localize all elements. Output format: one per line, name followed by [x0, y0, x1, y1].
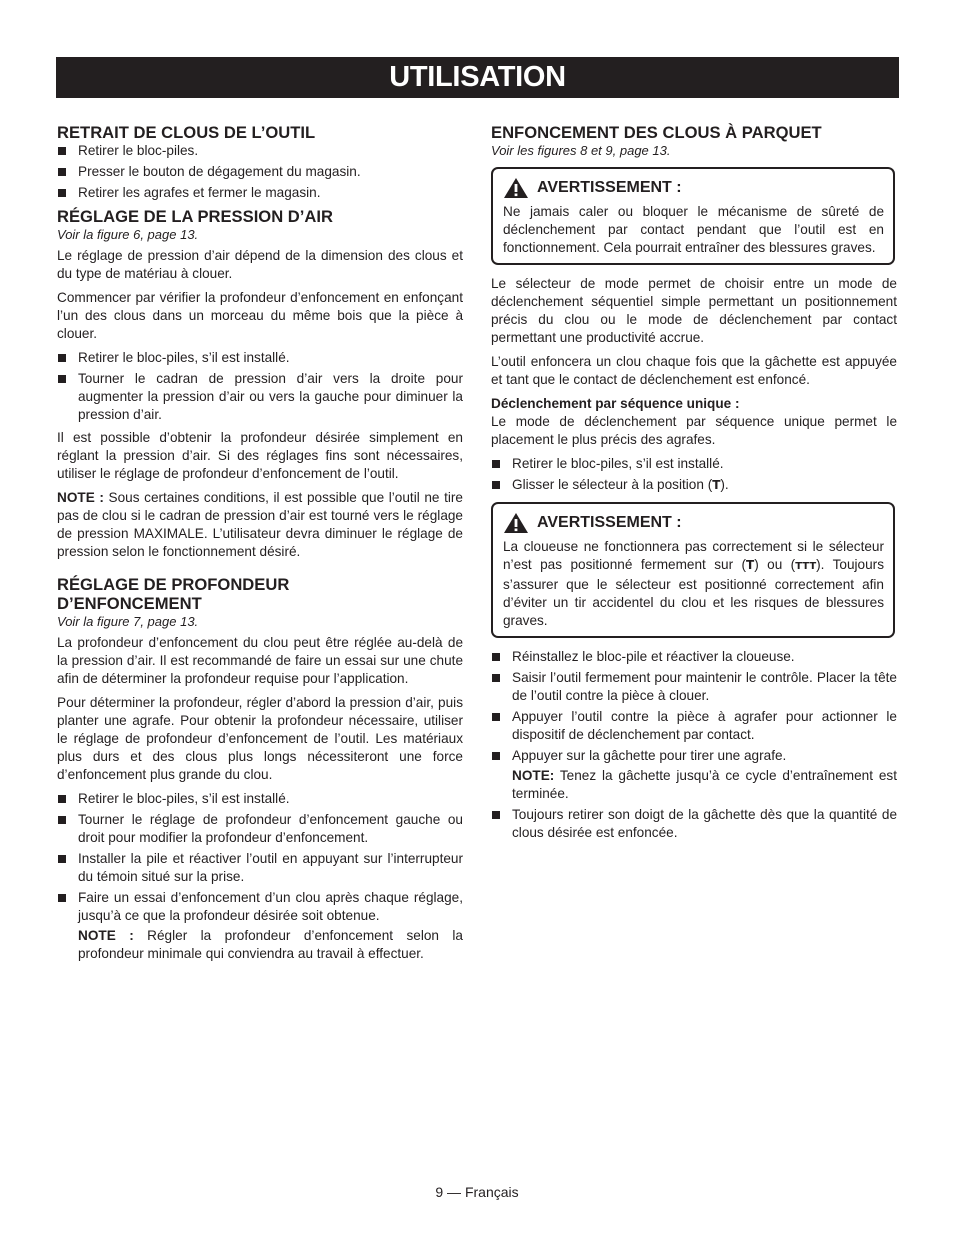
- paragraph: Il est possible d’obtenir la profondeur désirée simplement en réglant la pression d’air. Si des réglages fins sont nécessaires, utiliser le réglage de profondeur d’enfoncement de l’outil.: [57, 430, 463, 481]
- list-item: Installer la pile et réactiver l’outil en appuyant sur l’interrupteur du témoin situé sur la prise.: [57, 850, 463, 886]
- list-item: Retirer le bloc-piles, s’il est installé.: [57, 349, 463, 367]
- bullet-icon: [492, 481, 500, 489]
- bullet-icon: [492, 653, 500, 661]
- list-item: Glisser le sélecteur à la position (T).: [491, 476, 897, 494]
- warning-title: AVERTISSEMENT :: [503, 512, 884, 534]
- heading-air-pressure: RÉGLAGE DE LA PRESSION D’AIR: [57, 207, 333, 226]
- single-shot-mode-icon: T: [712, 478, 721, 492]
- figure-reference: Voir la figure 7, page 13.: [57, 614, 199, 629]
- warning-box: [491, 502, 895, 638]
- list-item: Presser le bouton de dégagement du magasin.: [57, 163, 463, 181]
- figure-reference: Voir la figure 6, page 13.: [57, 227, 199, 242]
- contact-mode-icon: TTT: [795, 561, 817, 572]
- figure-reference: Voir les figures 8 et 9, page 13.: [491, 143, 671, 158]
- paragraph: Le réglage de pression d’air dépend de la dimension des clous et du type de matériau à clouer.: [57, 248, 463, 281]
- subheading: Déclenchement par séquence unique :: [491, 396, 740, 411]
- warning-triangle-icon: [503, 512, 529, 534]
- warning-box: [491, 167, 895, 265]
- paragraph: La profondeur d’enfoncement du clou peut être réglée au-delà de la pression d’air. Il est recommandé de faire un essai sur une chute afin de déterminer la profondeur requise pour l’application.: [57, 635, 463, 686]
- list-item: Réinstallez le bloc-pile et réactiver la cloueuse.: [491, 648, 897, 666]
- note-label: NOTE :: [78, 928, 134, 943]
- warning-text: La cloueuse ne fonctionnera pas correctement si le sélecteur n’est pas positionné fermement sur (T) ou (TTT). Toujours s’assurer que le sélecteur est positionné correctement afin d’éviter un tir accidentel du clou et les risques de blessures graves.: [503, 539, 885, 628]
- bullet-icon: [58, 816, 66, 824]
- warning-title: AVERTISSEMENT :: [503, 177, 884, 199]
- paragraph: Commencer par vérifier la profondeur d’enfoncement en enfonçant l’un des clous dans un morceau du même bois que la pièce à clouer.: [57, 290, 463, 341]
- single-shot-mode-icon: T: [746, 558, 755, 572]
- bullet-icon: [58, 795, 66, 803]
- note-label: NOTE :: [57, 490, 104, 505]
- list-item: Faire un essai d’enfoncement d’un clou après chaque réglage, jusqu’à ce que la profondeur désirée soit obtenue. NOTE : Régler la profondeur d’enfoncement selon la profondeur minimale qui conviendra au travail à effectuer.: [57, 889, 463, 963]
- bullet-icon: [492, 752, 500, 760]
- list-item: Retirer les agrafes et fermer le magasin.: [57, 184, 463, 202]
- section-banner: [56, 57, 899, 98]
- note-paragraph: NOTE : Régler la profondeur d’enfoncement selon la profondeur minimale qui conviendra au travail à effectuer.: [78, 928, 463, 961]
- bullet-icon: [58, 375, 66, 383]
- list-item: Retirer le bloc-piles, s’il est installé.: [491, 455, 897, 473]
- list-item: Toujours retirer son doigt de la gâchette dès que la quantité de clous désirée est enfoncée.: [491, 806, 897, 842]
- bullet-icon: [492, 460, 500, 468]
- list-item: Retirer le bloc-piles.: [57, 142, 463, 160]
- bullet-icon: [58, 147, 66, 155]
- remove-nails-list: [57, 142, 463, 202]
- bullet-icon: [58, 894, 66, 902]
- paragraph: Le mode de déclenchement par séquence unique permet le placement le plus précis des agrafes.: [491, 414, 897, 447]
- list-item: Appuyer sur la gâchette pour tirer une agrafe. NOTE: Tenez la gâchette jusqu’à ce cycle d’entraînement est terminée.: [491, 747, 897, 803]
- note-label: NOTE:: [512, 768, 555, 783]
- bullet-icon: [58, 354, 66, 362]
- note-paragraph: NOTE : Sous certaines conditions, il est possible que l’outil ne tire pas de clou si le cadran de pression d’air est tourné vers le réglage de pression MAXIMALE. L’utilisateur devra diminuer le réglage de pression selon le fonctionnement désiré.: [57, 490, 463, 559]
- sequential-mode-list: [491, 455, 897, 494]
- heading-remove-nails: RETRAIT DE CLOUS DE L’OUTIL: [57, 123, 316, 142]
- warning-triangle-icon: [503, 177, 529, 199]
- bullet-icon: [492, 674, 500, 682]
- paragraph: L’outil enfoncera un clou chaque fois que la gâchette est appuyée et tant que le contact de déclenchement est enfoncé.: [491, 354, 897, 387]
- operation-list: [491, 648, 897, 842]
- page-footer: 9 — Français: [435, 1184, 519, 1200]
- page-title: UTILISATION: [389, 61, 566, 93]
- list-item: Tourner le cadran de pression d’air vers la droite pour augmenter la pression d’air ou vers la gauche pour diminuer la pression d’air.: [57, 370, 463, 424]
- list-item: Tourner le réglage de profondeur d’enfoncement gauche ou droit pour modifier la profondeur d’enfoncement.: [57, 811, 463, 847]
- bullet-icon: [58, 189, 66, 197]
- heading-flooring-nails: ENFONCEMENT DES CLOUS À PARQUET: [491, 123, 822, 142]
- paragraph: Le sélecteur de mode permet de choisir entre un mode de déclenchement séquentiel simple permettant un positionnement précis du clou ou le mode de déclenchement par contact permettant une productivité accrue.: [491, 276, 897, 345]
- right-column: [491, 120, 897, 847]
- depth-list: [57, 790, 463, 963]
- list-item: Appuyer l’outil contre la pièce à agrafer pour actionner le dispositif de déclenchement par contact.: [491, 708, 897, 744]
- list-item: Retirer le bloc-piles, s’il est installé.: [57, 790, 463, 808]
- bullet-icon: [492, 713, 500, 721]
- bullet-icon: [492, 811, 500, 819]
- bullet-icon: [58, 855, 66, 863]
- note-paragraph: NOTE: Tenez la gâchette jusqu’à ce cycle d’entraînement est terminée.: [512, 768, 897, 801]
- heading-depth-line2: D’ENFONCEMENT: [57, 594, 202, 613]
- bullet-icon: [58, 168, 66, 176]
- warning-text: Ne jamais caler ou bloquer le mécanisme de sûreté de déclenchement par contact pendant que l’outil est en fonctionnement. Cela pourrait entraîner des blessures graves.: [503, 204, 884, 255]
- left-column: [57, 120, 463, 968]
- paragraph: Pour déterminer la profondeur, régler d’abord la pression d’air, puis planter une agrafe. Pour obtenir la profondeur nécessaire, utiliser le réglage de profondeur d’enfoncement de l’outil. Les matériaux plus durs et des clous plus longs nécessiteront une force d’enfoncement plus grande du clou.: [57, 695, 463, 782]
- heading-depth-line1: RÉGLAGE DE PROFONDEUR: [57, 575, 290, 594]
- air-pressure-list: [57, 349, 463, 424]
- list-item: Saisir l’outil fermement pour maintenir le contrôle. Placer la tête de l’outil contre la pièce à clouer.: [491, 669, 897, 705]
